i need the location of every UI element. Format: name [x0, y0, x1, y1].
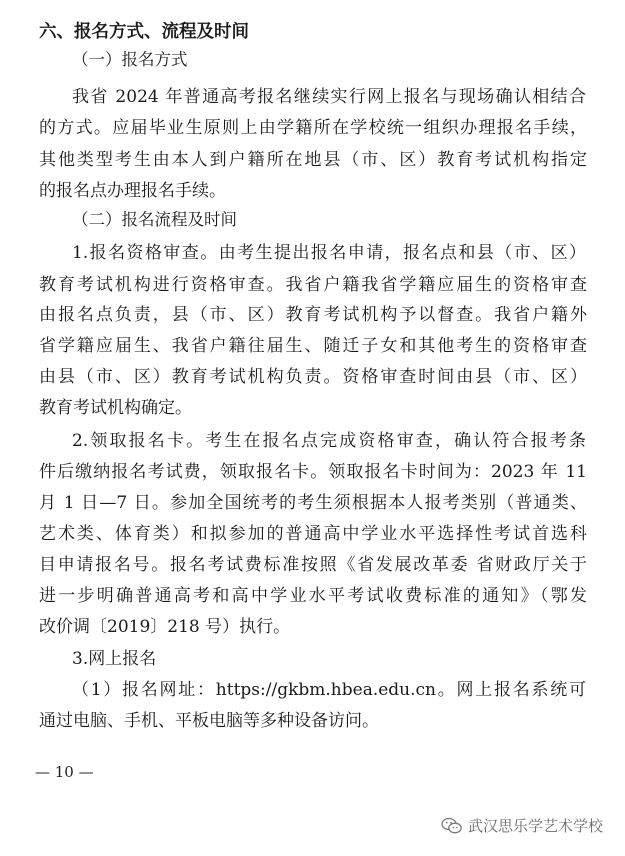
- subsection-title-process-time: （二）报名流程及时间: [72, 210, 237, 229]
- paragraph-line: 2.领取报名卡。考生在报名点完成资格审查，确认符合报考条: [72, 431, 586, 451]
- paragraph-line: 其他类型考生由本人到户籍所在地县（市、区）教育考试机构指定: [39, 150, 587, 170]
- paragraph-line: 进一步明确普通高考和高中学业水平考试收费标准的通知》（鄂发: [39, 586, 587, 606]
- paragraph-line: 件后缴纳报名考试费，领取报名卡。领取报名卡时间为：2023 年 11: [39, 462, 587, 482]
- paragraph-line: 教育考试机构进行资格审查。我省户籍我省学籍应届生的资格审查: [39, 275, 587, 295]
- paragraph-line: 的方式。应届毕业生原则上由学籍所在学校统一组织办理报名手续，: [39, 118, 587, 138]
- wechat-icon: [441, 817, 463, 835]
- paragraph-line: 改价调〔2019〕218 号）执行。: [39, 617, 291, 637]
- watermark: [441, 815, 603, 836]
- paragraph-line: 1.报名资格审查。由考生提出报名申请，报名点和县（市、区）: [72, 243, 586, 263]
- paragraph-line: 艺术类、体育类）和拟参加的普通高中学业水平选择性考试首选科: [39, 524, 587, 544]
- paragraph-line: （1）报名网址：https://gkbm.hbea.edu.cn。网上报名系统可: [72, 680, 586, 700]
- paragraph-line: 的报名点办理报名手续。: [39, 181, 226, 201]
- paragraph-line: 目申请报名号。报名考试费标准按照《省发展改革委 省财政厅关于: [39, 555, 587, 575]
- paragraph-line: 通过电脑、手机、平板电脑等多种设备访问。: [39, 711, 379, 731]
- page-number: — 10 —: [35, 763, 94, 781]
- paragraph-line: 省学籍应届生、我省户籍往届生、随迁子女和其他考生的资格审查: [39, 336, 587, 356]
- paragraph-line: 教育考试机构确定。: [39, 398, 192, 418]
- paragraph-line: 由报名点负责，县（市、区）教育考试机构予以督查。我省户籍外: [39, 305, 587, 325]
- watermark-text: 武汉思乐学艺术学校: [467, 817, 603, 835]
- item-title-online-registration: 3.网上报名: [72, 649, 157, 669]
- subsection-title-registration-method: （一）报名方式: [72, 50, 188, 69]
- section-heading: 六、报名方式、流程及时间: [39, 22, 249, 42]
- paragraph-line: 月 1 日—7 日。参加全国统考的考生须根据本人报考类别（普通类、: [39, 493, 587, 513]
- paragraph-line: 我省 2024 年普通高考报名继续实行网上报名与现场确认相结合: [72, 87, 586, 107]
- paragraph-line: 由县（市、区）教育考试机构负责。资格审查时间由县（市、区）: [39, 367, 587, 387]
